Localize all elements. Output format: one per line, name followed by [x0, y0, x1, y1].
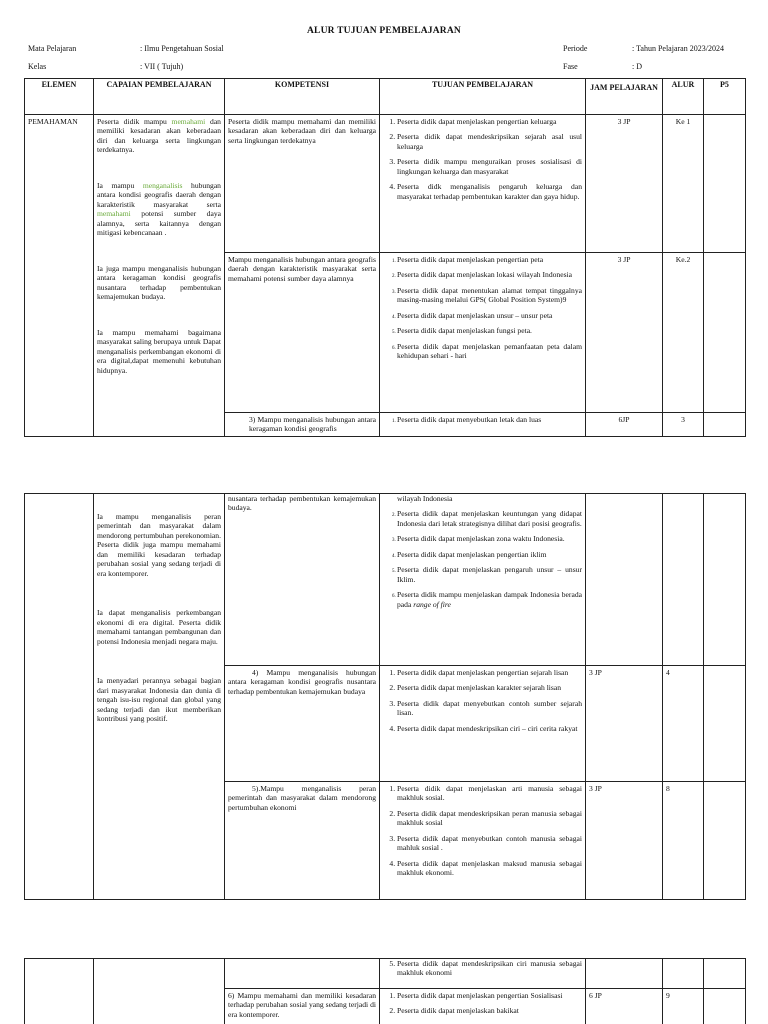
header-p5: P5 — [704, 79, 746, 115]
alur-cell: Ke 1 — [663, 115, 704, 253]
tujuan-item: 6. Peserta didik dapat menjelaskan pemanfaatan peta dalam kehidupan sehari - hari — [397, 342, 582, 361]
tujuan-item: 5. Peserta didik dapat menjelaskan pengaruh unsur – unsur Iklim. — [397, 565, 582, 584]
capaian-cell: Peserta didik mampu memahami dan memiliki kesadaran akan keberadaan diri dan keluarga serta lingkungan terdekatnya. Ia mampu menganalisis hubungan antara kondisi geografis daerah dengan karakteristik masyarakat serta memahami potensi sumber daya alamnya, serta kaitannya dengan mitigasi kebencanaan . Ia juga mampu menganalisis hubungan antara keragaman kondisi geografis nusantara terhadap pembentukan kemajemukan budaya. Ia mampu memahami bagaimana masyarakat saling berupaya untuk Dapat menganalisis perkembangan ekonomi di era digital,dapat memenuhi kebutuhan hidupnya. — [94, 115, 225, 437]
atp-table-page3 — [24, 958, 746, 1024]
capaian-cell: Ia mampu menganalisis peran pemerintah dan masyarakat dalam mendorong pertumbuhan perekonomian. Peserta didik juga mampu memahami dan memiliki kesadaran terhadap perubahan sosial yang sedang terjadi di era kontemporer. Ia dapat menganalisis perkembangan ekonomi di era digital. Peserta didik memahami tantangan pembangunan dan potensi Indonesia menjadi negara maju. Ia menyadari perannya sebagai bagian dari masyarakat Indonesia dan dunia di tengah isu-isu regional dan global yang sedang terjadi dan ikut memberikan kontribusi yang positif. — [94, 494, 225, 900]
elemen-cell — [25, 494, 94, 900]
jam-cell: 6 JP — [586, 989, 663, 1024]
tujuan-item: 4. Peserta didk menganalisis pengaruh keluarga dan masyarakat terhadap pembentukan karakter dan gaya hidup. — [397, 182, 582, 201]
tujuan-item: 3. Peserta didik dapat menyebutkan contoh manusia sebagai mahluk sosial . — [397, 834, 582, 853]
tujuan-item: 3. Peserta didik dapat menentukan alamat tempat tinggalnya masing-masing melalui GPS( Global Position System)9 — [397, 286, 582, 305]
tujuan-item: 1. Peserta didik dapat menyebutkan letak dan luas — [397, 415, 582, 424]
tujuan-item: 6. Peserta didik mampu menjelaskan dampak Indonesia berada pada range of fire — [397, 590, 582, 609]
tujuan-item: 1. Peserta didik dapat menjelaskan pengertian peta — [397, 255, 582, 264]
p5-cell — [704, 666, 746, 782]
kompetensi-cell: nusantara terhadap pembentukan kemajemukan budaya. — [225, 494, 380, 666]
tujuan-item: 4. Peserta didik dapat mendeskripsikan ciri – ciri cerita rakyat — [397, 724, 582, 733]
tujuan-cell — [380, 115, 586, 253]
kompetensi-cell: Peserta didik mampu memahami dan memiliki kesadaran akan keberadaan diri dan keluarga serta lingkungan terdekatnya — [225, 115, 380, 253]
mapel-value: : Ilmu Pengetahuan Sosial — [140, 44, 224, 53]
alur-cell: 4 — [663, 666, 704, 782]
p5-cell — [704, 989, 746, 1024]
jam-cell — [586, 494, 663, 666]
jam-cell: 3 JP — [586, 782, 663, 900]
page-title: ALUR TUJUAN PEMBELAJARAN — [307, 26, 461, 36]
tujuan-item: 2. Peserta didik dapat menjelaskan keuntungan yang didapat Indonesia dari letak strategisnya dilihat dari posisi geografis. — [397, 509, 582, 528]
fase-value: : D — [632, 62, 642, 71]
tujuan-cell — [380, 253, 586, 413]
jam-cell: 6JP — [586, 413, 663, 437]
tujuan-item: 1. Peserta didik dapat menjelaskan arti manusia sebagai makhluk sosial. — [397, 784, 582, 803]
tujuan-item: 4. Peserta didik dapat menjelaskan maksud manusia sebagai makhluk ekonomi. — [397, 859, 582, 878]
alur-cell — [663, 959, 704, 989]
atp-table-page1 — [24, 78, 746, 437]
tujuan-item: 3. Peserta didik mampu menguraikan proses sosialisasi di lingkungan keluarga dan masyarakat — [397, 157, 582, 176]
alur-cell: Ke.2 — [663, 253, 704, 413]
p5-cell — [704, 115, 746, 253]
kompetensi-cell: 6) Mampu memahami dan memiliki kesadaran terhadap perubahan sosial yang sedang terjadi di era kontemporer. — [225, 989, 380, 1024]
kelas-value: : VII ( Tujuh) — [140, 62, 184, 71]
capaian-cell — [94, 959, 225, 1024]
atp-table-page2 — [24, 493, 746, 900]
jam-cell — [586, 959, 663, 989]
page3-clip — [0, 958, 768, 1024]
tujuan-item: 1. Peserta didik dapat menjelaskan pengertian Sosialisasi — [397, 991, 582, 1000]
header-jam: JAM PELAJARAN — [586, 79, 663, 115]
tujuan-item: 2. Peserta didik dapat mendeskripsikan peran manusia sebagai makhluk sosial — [397, 809, 582, 828]
tujuan-item: 5. Peserta didik dapat mendeskripsikan ciri manusia sebagai makhluk ekonomi — [397, 959, 582, 978]
alur-cell: 8 — [663, 782, 704, 900]
kompetensi-cell: 3) Mampu menganalisis hubungan antara keragaman kondisi geografis — [225, 413, 380, 437]
kelas-label: Kelas — [28, 62, 47, 71]
jam-cell: 3 JP — [586, 666, 663, 782]
header-alur: ALUR — [663, 79, 704, 115]
alur-cell: 3 — [663, 413, 704, 437]
kompetensi-cell — [225, 959, 380, 989]
tujuan-cell — [380, 782, 586, 900]
tujuan-item: 4. Peserta didik dapat menjelaskan pengertian iklim — [397, 550, 582, 559]
tujuan-item: 3. Peserta didik dapat menjelaskan zona waktu Indonesia. — [397, 534, 582, 543]
tujuan-continued: wilayah Indonesia — [397, 494, 453, 503]
alur-cell: 9 — [663, 989, 704, 1024]
periode-value: : Tahun Pelajaran 2023/2024 — [632, 44, 724, 53]
tujuan-cell — [380, 494, 586, 666]
tujuan-cell — [380, 989, 586, 1024]
tujuan-cell — [380, 413, 586, 437]
alur-cell — [663, 494, 704, 666]
elemen-cell: PEMAHAMAN — [25, 115, 94, 437]
header-capaian: CAPAIAN PEMBELAJARAN — [94, 79, 225, 115]
tujuan-item: 2. Peserta didik dapat menjelaskan karakter sejarah lisan — [397, 683, 582, 692]
tujuan-item: 2. Peserta didik dapat menjelaskan bakikat — [397, 1006, 582, 1015]
tujuan-item: 1. Peserta didik dapat menjelaskan pengertian keluarga — [397, 117, 582, 126]
p5-cell — [704, 413, 746, 437]
tujuan-item: 4. Peserta didik dapat menjelaskan unsur – unsur peta — [397, 311, 582, 320]
tujuan-item: 1. Peserta didik dapat menjelaskan pengertian sejarah lisan — [397, 668, 582, 677]
jam-cell: 3 JP — [586, 253, 663, 413]
p5-cell — [704, 782, 746, 900]
p5-cell — [704, 253, 746, 413]
tujuan-item: 5. Peserta didik dapat menjelaskan fungsi peta. — [397, 326, 582, 335]
tujuan-item: 2. Peserta didik dapat mendeskripsikan sejarah asal usul keluarga — [397, 132, 582, 151]
kompetensi-cell: Mampu menganalisis hubungan antara geografis daerah dengan karakteristik masyarakat serta memahami potensi sumber daya alamnya — [225, 253, 380, 413]
kompetensi-cell: 5).Mampu menganalisis peran pemerintah dan masyarakat dalam mendorong pertumbuhan ekonomi — [225, 782, 380, 900]
tujuan-cell — [380, 959, 586, 989]
periode-label: Periode — [563, 44, 588, 53]
tujuan-cell — [380, 666, 586, 782]
mapel-label: Mata Pelajaran — [28, 44, 77, 53]
elemen-cell — [25, 959, 94, 1024]
header-elemen: ELEMEN — [25, 79, 94, 115]
header-tujuan: TUJUAN PEMBELAJARAN — [380, 79, 586, 115]
p5-cell — [704, 959, 746, 989]
tujuan-item: 3. Peserta didik dapat menyebutkan contoh sumber sejarah lisan. — [397, 699, 582, 718]
p5-cell — [704, 494, 746, 666]
header-kompetensi: KOMPETENSI — [225, 79, 380, 115]
tujuan-item: 2. Peserta didik dapat menjelaskan lokasi wilayah Indonesia — [397, 270, 582, 279]
jam-cell: 3 JP — [586, 115, 663, 253]
kompetensi-cell: 4) Mampu menganalisis hubungan antara keragaman kondisi geografis nusantara terhadap pembentukan kemajemukan budaya — [225, 666, 380, 782]
fase-label: Fase — [563, 62, 578, 71]
